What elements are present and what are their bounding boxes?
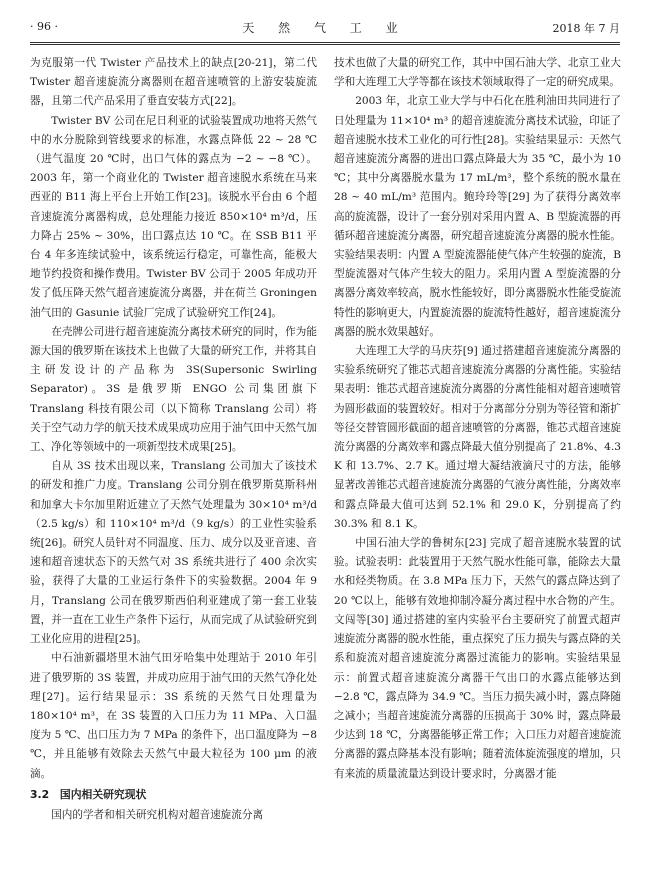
header-rule-thin [30, 44, 620, 45]
paragraph: 2003 年，北京工业大学与中石化在胜利油田共同进行了日处理量为 11×10⁴ m³ 的超音速旋流分离技术试验，印证了超音速脱水技术工业化的可行性[28]。实验结果显示：天然气超音速旋流分离器的进出口露点降最大为 35 ℃，最小为 10 ℃；其中分离器脱水量为 17 mL/m³，整个系统的脱水量在 28 ~ 40 mL/m³ 范围内。鲍玲玲等[29] 为了获得分离效率高的旋流器，设计了一套分别对采用内置 A、B 型旋流器的再循环超音速旋流分离器，研究超音速旋流分离器的脱水性能。实验结果表明：内置 A 型旋流器能使气体产生较强的旋流，B 型旋流器对气体产生较大的阻力。采用内置 A 型旋流器的分离器分离效率较高，脱水性能较好，即分离器脱水性能受旋流特性的影响更大，内置旋流器的旋流特性越好，超音速旋流分离器的脱水效果越好。 [334, 95, 622, 338]
paragraph: 大连理工大学的马庆芬[9] 通过搭建超音速旋流分离器的实验系统研究了锥芯式超音速旋流分离器的分离性能。实验结果表明：锥芯式超音速旋流分离器的分离性能相对超音速喷管为圆形截面的装置较好。相对于分离部分分别为等径管和渐扩等径交替管圆形截面的超音速喷管的分离器，锥芯式超音速旋流分离器的分离效率和露点降最大值分别提高了 21.8%、4.3 K 和 13.7%、2.7 K。通过增大凝结液滴尺寸的方法，能够显著改善锥芯式超音速旋流分离器的气液分离性能，分离效率和露点降最大值可达到 52.1% 和 29.0 K，分别提高了约 30.3% 和 8.1 K。 [334, 345, 621, 530]
paragraph: 自从 3S 技术出现以来，Translang 公司加大了该技术的研发和推广力度。Translang 公司分别在俄罗斯莫斯科州和加拿大卡尔加里附近建立了天然气处理量为 30×10⁴ m³/d（2.5 kg/s）和 110×10⁴ m³/d（9 kg/s）的工业性实验系统[26]。研究人员针对不同温度、压力、成分以及亚音速、音速和超音速状态下的天然气对 3S 系统共进行了 400 余次实验，获得了大量的工业运行条件下的实验数据。2004 年 9 月，Translang 公司在俄罗斯西伯利亚建成了第一套工业装置，并一直在工业生产条件下运行，从而完成了从试验研究到工业化应用的进程[25]。 [30, 460, 317, 646]
paragraph: 中石油新疆塔里木油气田牙哈集中处理站于 2010 年引进了俄罗斯的 3S 装置，并成功应用于油气田的天然气净化处理[27]。运行结果显示：3S 系统的天然气日处理量为 180×10⁴ m³，在 3S 装置的入口压力为 11 MPa、入口温度为 5 ℃、出口压力为 7 MPa 的条件下，出口温度降为 −8 ℃，并且能够有效除去天然气中最大粒径为 100 μm 的液滴。 [30, 652, 317, 780]
left-column [30, 54, 317, 825]
paragraph: 中国石油大学的鲁树东[23] 完成了超音速脱水装置的试验。试验表明：此装置用于天然气脱水性能可靠，能除去大量水和烃类物质。在 3.8 MPa 压力下，天然气的露点降达到了 20 ℃以上，能够有效地抑制冷凝分离过程中水合物的产生。文闯等[30] 通过搭建的室内实验平台主要研究了前置式超声速旋流分离器的脱水性能，重点探究了压力损失与露点降的关系和旋流对超音速旋流分离器过流能力的影响。实验结果显示：前置式超音速旋流分离器干气出口的水露点能够达到 −2.8 ℃，露点降为 34.9 ℃。当压力损失减小时，露点降随之减小；当超音速旋流分离器的压损高于 30% 时，露点降最少达到 18 ℃，分离器能够正常工作；入口压力对超音速旋流分离器的露点降基本没有影响；随着流体旋流强度的增加，只有来流的质量流量达到设计要求时，分离器才能 [334, 537, 621, 780]
page-number: · 96 · [30, 20, 58, 33]
right-column [334, 54, 621, 784]
paragraph: 技术也做了大量的研究工作，其中中国石油大学、北京工业大学和大连理工大学等都在该技术领域取得了一定的研究成果。 [334, 57, 621, 89]
journal-title: 天 然 气 工 业 [242, 21, 408, 35]
issue-date: 2018 年 7 月 [552, 22, 620, 35]
paragraph: 为克服第一代 Twister 产品技术上的缺点[20-21]，第二代 Twister 超音速旋流分离器则在超音速喷管的上游安装旋流器，且第二代产品采用了垂直安装方式[22]。 [30, 57, 317, 108]
paragraph: Twister BV 公司在尼日利亚的试验装置成功地将天然气中的水分脱除到管线要求的标准，水露点降低 22 ~ 28 ℃（进气温度 20 ℃时，出口气体的露点为 −2 ~ −8 ℃）。2003 年，第一个商业化的 Twister 超音速脱水系统在马来西亚的 B11 海上平台上开始工作[23]。该脱水平台由 6 个超音速旋流分离器构成，总处理能力接近 850×10⁴ m³/d，压力降占 25% ~ 30%，出口露点达 10 ℃。在 SSB B11 平台 4 年多连续试验中，该系统运行稳定，可靠性高，能极大地节约投资和操作费用。Twister BV 公司于 2005 年成功开发了低压降天然气超音速旋流分离器，并在荷兰 Groningen 油气田的 Gasunie 试验厂完成了试验研究工作[24]。 [30, 114, 317, 319]
header-rule [30, 42, 620, 43]
paragraph: 在壳牌公司进行超音速旋流分离技术研究的同时，作为能源大国的俄罗斯在该技术上也做了大量的研究工作，并将其自主研发设计的产品称为 3S(Supersonic Swirling Separator)。3S 是俄罗斯 ENGO 公司集团旗下 Translang 科技有限公司（以下简称 Translang 公司）将关于空气动力学的航天技术成果成功应用于油气田中天然气加工、净化等领域中的一项新型技术成果[25]。 [30, 325, 317, 454]
paragraph: 国内的学者和相关研究机构对超音速旋流分离 [51, 808, 264, 821]
section-heading: 3.2 国内相关研究现状 [30, 787, 147, 801]
page-header [30, 18, 620, 38]
